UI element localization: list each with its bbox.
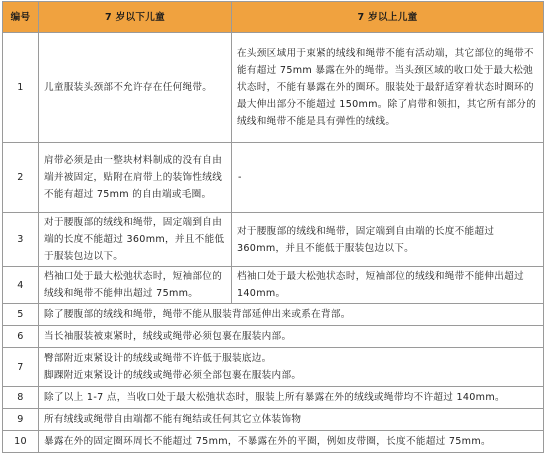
merged-line: 脚踝附近束紧设计的绒线或绳带必须全部包裹在服装内部。 — [44, 370, 302, 381]
cell-merged: 当长袖服装被束紧时，绒线或绳带必须包裹在服装内部。 — [39, 326, 544, 348]
row-number: 3 — [3, 213, 39, 267]
row-number: 9 — [3, 409, 39, 431]
row-number: 10 — [3, 431, 39, 453]
cell-merged: 除了以上 1-7 点，当收口处于最大松弛状态时，服装上所有暴露在外的绒线或绳带均不许超过 140mm。 — [39, 387, 544, 409]
row-number: 2 — [3, 143, 39, 213]
cell-merged: 暴露在外的固定圈环周长不能超过 75mm，不暴露在外的平圈，例如皮带圈，长度不能超过 75mm。 — [39, 431, 544, 453]
merged-line: 臀部附近束紧设计的绒线或绳带不许低于服装底边。 — [44, 353, 272, 364]
table-row — [3, 304, 544, 326]
row-number: 4 — [3, 267, 39, 304]
cell-over-7: 对于腰腹部的绒线和绳带，固定端到自由端的长度不能超过 360mm，并且不能低于服装包边以下。 — [232, 213, 544, 267]
table-row — [3, 431, 544, 453]
table-row — [3, 33, 544, 143]
cell-over-7: 档袖口处于最大松弛状态时，短袖部位的绒线和绳带不能伸出超过 140mm。 — [232, 267, 544, 304]
cell-over-7: 在头颈区域用于束紧的绒线和绳带不能有活动端，其它部位的绳带不能有超过 75mm 暴露在外的绳带。当头颈区域的收口处于最大松弛状态时，不能有暴露在外的圈环。服装处于最舒适穿着状态时圈环的最大伸出部分不能超过 150mm。除了肩带和领扣，其它所有部分的绒线和绳带不能是具有弹性的绒线。 — [232, 33, 544, 143]
row-number: 5 — [3, 304, 39, 326]
table-row — [3, 348, 544, 387]
table-row — [3, 213, 544, 267]
row-number: 7 — [3, 348, 39, 387]
table-row — [3, 143, 544, 213]
regulation-table — [2, 1, 544, 453]
cell-under-7: 对于腰腹部的绒线和绳带，固定端到自由端的长度不能超过 360mm，并且不能低于服装包边以下。 — [39, 213, 232, 267]
header-number: 编号 — [3, 2, 39, 33]
cell-under-7: 档袖口处于最大松弛状态时，短袖部位的绒线和绳带不能伸出超过 75mm。 — [39, 267, 232, 304]
table-row — [3, 409, 544, 431]
cell-merged: 所有绒线或绳带自由端都不能有绳结或任何其它立体装饰物 — [39, 409, 544, 431]
row-number: 1 — [3, 33, 39, 143]
row-number: 6 — [3, 326, 39, 348]
cell-over-7: - — [232, 143, 544, 213]
table-header-row — [3, 2, 544, 33]
header-under-7: 7 岁以下儿童 — [39, 2, 232, 33]
cell-under-7: 肩带必须是由一整块材料制成的没有自由端并被固定，贴附在肩带上的装饰性绒线不能有超过 75mm 的自由端或毛圈。 — [39, 143, 232, 213]
table-row — [3, 267, 544, 304]
cell-merged — [39, 348, 544, 387]
table-row — [3, 326, 544, 348]
table-row — [3, 387, 544, 409]
row-number: 8 — [3, 387, 39, 409]
cell-under-7: 儿童服装头颈部不允许存在任何绳带。 — [39, 33, 232, 143]
cell-merged: 除了腰腹部的绒线和绳带，绳带不能从服装背部延伸出来或系在背部。 — [39, 304, 544, 326]
header-over-7: 7 岁以上儿童 — [232, 2, 544, 33]
